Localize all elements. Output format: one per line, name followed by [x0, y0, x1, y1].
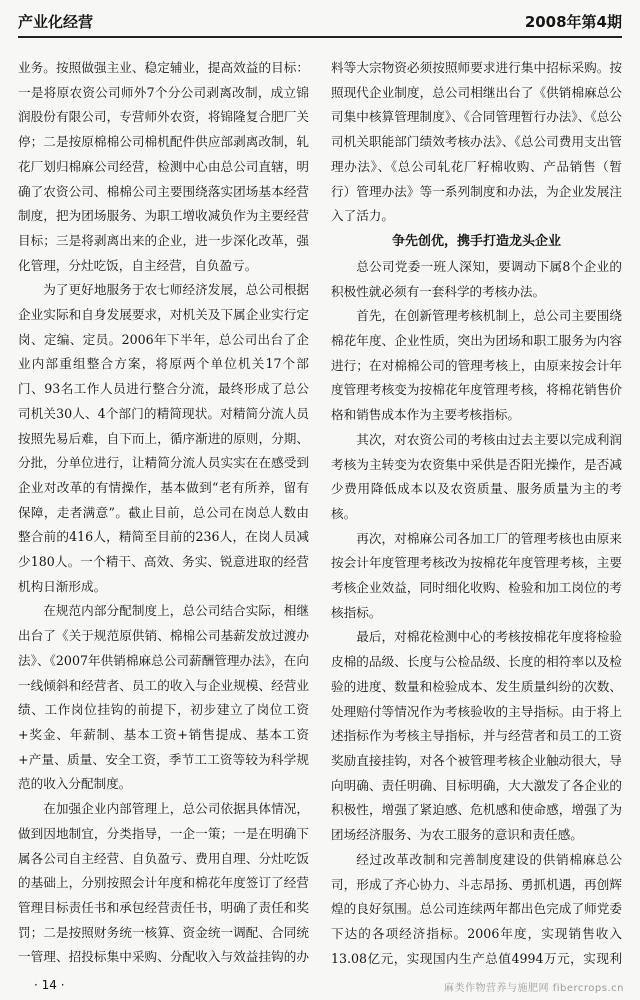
right-column: [331, 56, 622, 974]
paragraph: 在加强企业内部管理上，总公司依据具体情况，做到因地制宜，分类指导，一企一策；一是在明确下属各公司自主经营、自负盈亏、费用自理、分灶吃饭的基础上，分别按照会计年度和棉花年度签订了经营管理目标责任书和承包经营责任书，明确了责任和奖罚；二是按照财务统一核算、资金统一调配、合同统一管理、招投标集中采购、分配收入与效益挂钩的办: [18, 801, 309, 965]
paragraph: 其次，对农资公司的考核由过去主要以完成利润考核为主转变为农资集中采供是否阳光操作，是否减少费用降低成本以及农资质量、服务质量为主的考核。: [331, 431, 622, 521]
paragraph: 再次，对棉麻公司各加工厂的管理考核也由原来按会计年度管理考核改为按棉花年度管理考核，主要考核企业效益，同时细化收购、检验和加工岗位的考核指标。: [331, 530, 622, 620]
article-body: [18, 56, 622, 974]
paragraph: 料等大宗物资必须按照师要求进行集中招标采购。按照现代企业制度，总公司相继出台了《供销棉麻总公司集中核算管理制度》、《合同管理暂行办法》、《总公司机关职能部门绩效考核办法》、《总公司费用支出管理办法》、《总公司轧花厂籽棉收购、产品销售（暂行）管理办法》等一系列制度和办法，为企业发展注入了活力。: [331, 60, 622, 224]
watermark: 麻类作物营养与施肥网 fibercrops.cn: [444, 983, 624, 994]
paragraph: 经过改革改制和完善制度建设的供销棉麻总公司，形成了齐心协力、斗志昂扬、勇抓机遇，再创辉煌的良好氛围。总公司连续两年都出色完成了师党委下达的各项经济指标。2006年度，实现销售收入13.08亿元，实现国内生产总值4994万元，实现利: [331, 851, 622, 966]
issue-label: 2008年第4期: [524, 13, 622, 31]
paragraph: 为了更好地服务于农七师经济发展，总公司根据企业实际和自身发展要求，对机关及下属企业实行定岗、定编、定员。2006年下半年，总公司出台了企业内部重组整合方案，将原两个单位机关17个部门、93名工作人员进行整合分流，最终形成了总公司机关30人、4个部门的精简现状。对精简分流人员按照先易后难，自下而上，循序渐进的原则，分期、分批，分单位进行，让精简分流人员实实在在感受到企业对改革的有情操作，基本做到“老有所养，留有保障，走者满意”。截止目前，总公司在岗总人数由整合前的416人，精简至目前的236人，在岗人员减少180人。一个精干、高效、务实、锐意进取的经营机构日渐形成。: [18, 282, 309, 594]
page-number: · 14 ·: [34, 978, 65, 992]
paragraph: 首先，在创新管理考核机制上，总公司主要围绕棉花年度、企业性质，突出为团场和职工服务为内容进行；在对棉棉公司的管理考核上，由原来按会计年度管理考核变为按棉花年度管理考核，将棉花销售价格和销售成本作为主要考核指标。: [331, 308, 622, 423]
section-title: 产业化经营: [18, 13, 94, 31]
paragraph: 业务。按照做强主业、稳定辅业，提高效益的目标：一是将原农资公司师外7个分公司剥离改制，成立锦润股份有限公司，专营师外农资，将锦隆复合肥厂关停；二是按原棉棉公司棉机配件供应部剥离改制，轧花厂划归棉麻公司经营，检测中心由总公司直辖，明确了农资公司、棉棉公司主要围绕落实团场基本经营制度，把为团场服务、为职工增收减负作为主要经营目标；三是将剥离出来的企业，进一步深化改革，强化管理，分灶吃饭，自主经营，自负盈亏。: [18, 60, 309, 273]
paragraph: 总公司党委一班人深知，要调动下属8个企业的积极性就必须有一套科学的考核办法。: [331, 258, 622, 299]
section-subheading: 争先创优，携手打造龙头企业: [391, 233, 561, 249]
paragraph: 最后，对棉花检测中心的考核按棉花年度将检验皮棉的品级、长度与公检品级、长度的相符率以及检验的进度、数量和检验成本、发生质量纠纷的次数、处理赔付等情况作为考核验收的主导指标。由于将上述指标作为考核主导指标，并与经营者和员工的工资奖励直接挂钩，对各个被管理考核企业触动很大，导向明确、责任明确、目标明确，大大激发了各企业的积极性，增强了紧迫感、危机感和使命感，增强了为团场经济服务、为农工服务的意识和责任感。: [331, 629, 622, 843]
running-header: [18, 10, 622, 38]
left-column: [18, 56, 309, 974]
paragraph: 在规范内部分配制度上，总公司结合实际，相继出台了《关于规范原供销、棉棉公司基薪发放过渡办法》、《2007年供销棉麻总公司薪酬管理办法》，在向一线倾斜和经营者、员工的收入与企业规模、经营业绩、工作岗位挂钩的前提下，初步建立了岗位工资+奖金、年薪制、基本工资+销售提成、基本工资+产量、质量、安全工资，季节工工资等较为科学规范的收入分配制度。: [18, 603, 309, 792]
